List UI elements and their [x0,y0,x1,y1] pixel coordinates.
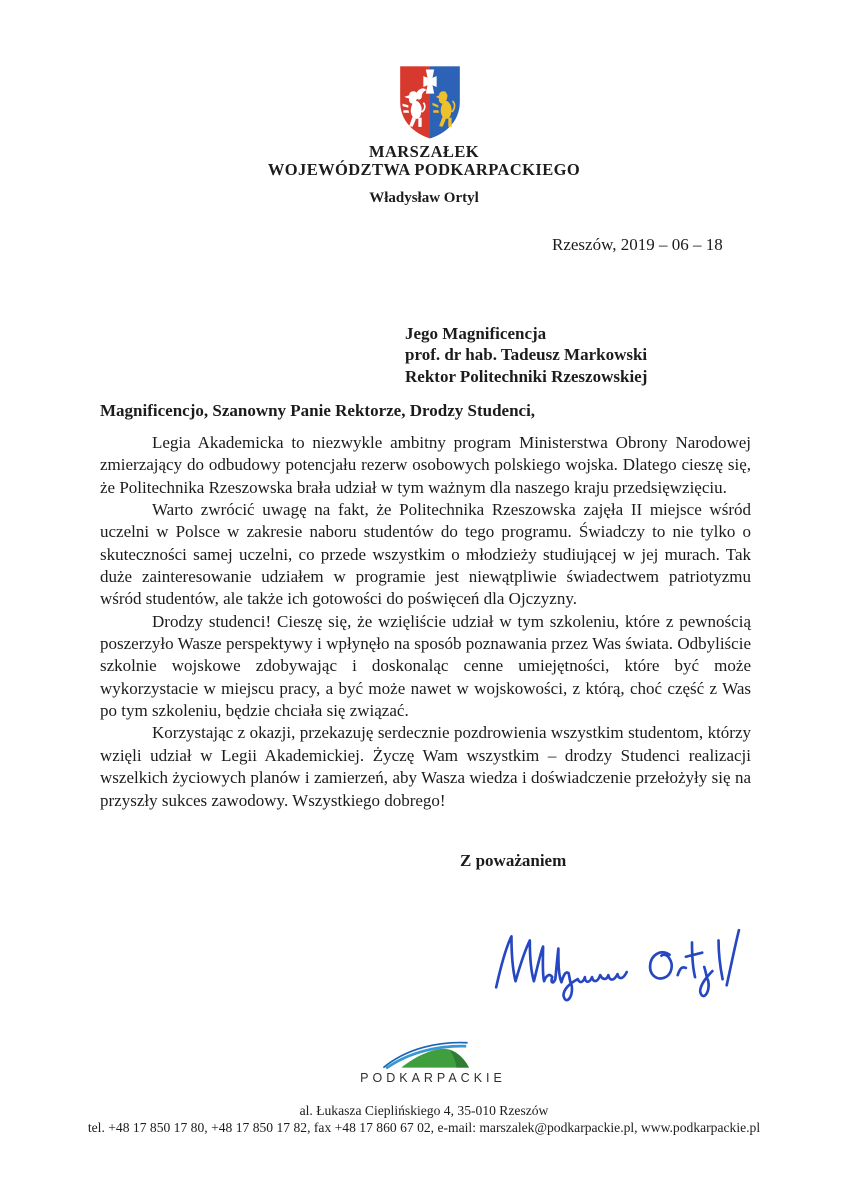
addressee-name: prof. dr hab. Tadeusz Markowski [405,345,648,365]
handwritten-signature [488,924,743,1016]
footer-contact-block [0,1103,848,1137]
addressee-title: Rektor Politechniki Rzeszowskiej [405,366,648,386]
paragraph-3: Drodzy studenci! Cieszę się, że wzięliście udział w tym szkoleniu, które z pewnością poszerzyło Wasze perspektywy i wpłynęło na sposób poznawania przez Was świata. Odbyliście szkolnie wojskowe zdobywając i doskonaląc cenne umiejętności, które być może wykorzystacie w miejscu pracy, a być może nawet w wojskowości, z którą, choć część z Was po tym szkoleniu, będzie chciała się związać. [100,611,751,721]
letterhead-office-line1: MARSZAŁEK [369,142,479,161]
salutation: Magnificencjo, Szanowny Panie Rektorze, Drodzy Studenci, [100,401,536,420]
addressee-block [405,323,647,387]
addressee-honorific: Jego Magnificencja [405,324,547,343]
logo-wordmark: PODKARPACKIE [360,1071,506,1085]
paragraph-2: Warto zwrócić uwagę na fakt, że Politechnika Rzeszowska zajęła II miejsce wśród uczelni w Polsce w zakresie naboru studentów do tego programu. Świadczy to nie tylko o skuteczności samej uczelni, co przede wszystkim o młodzieży studiującej w jej murach. Tak duże zainteresowanie udziałem w programie jest niewątpliwie świadectwem patriotyzmu wśród studentów, ale także ich gotowości do poświęceń dla Ojczyzny. [100,500,751,609]
footer-address: al. Łukasza Cieplińskiego 4, 35-010 Rzeszów [299,1103,549,1118]
letterhead-signatory-name: Władysław Ortyl [369,190,479,206]
footer-logo [353,1040,509,1085]
letter-body [100,432,751,812]
paragraph-4: Korzystając z okazji, przekazuję serdecznie pozdrowienia wszystkim studentom, którzy wzięli udział w Legii Akademickiej. Życzę Wam wszystkim – drodzy Studenci realizacji wszelkich życiowych planów i zamierzeń, aby Wasza wiedza i doświadczenie przełożyły się na przyszły sukces zawodowy. Wszystkiego dobrego! [100,723,751,810]
podkarpackie-logo-icon [356,1040,506,1069]
letterhead-office-line2: WOJEWÓDZTWA PODKARPACKIEGO [267,160,581,179]
closing-phrase: Z poważaniem [460,851,567,870]
dateline: Rzeszów, 2019 – 06 – 18 [552,235,723,254]
coat-of-arms-icon [387,62,473,141]
footer-phones-email: tel. +48 17 850 17 80, +48 17 850 17 82, fax +48 17 860 67 02, e-mail: marszalek@podkarpackie.pl, www.podkarpackie.pl [87,1119,761,1135]
letterhead [0,143,848,207]
paragraph-1: Legia Akademicka to niezwykle ambitny program Ministerstwa Obrony Narodowej zmierzający do odbudowy potencjału rezerw osobowych polskiego wojska. Dlatego cieszę się, że Politechnika Rzeszowska brała udział w tym ważnym dla naszego kraju przedsięwzięciu. [100,433,751,497]
